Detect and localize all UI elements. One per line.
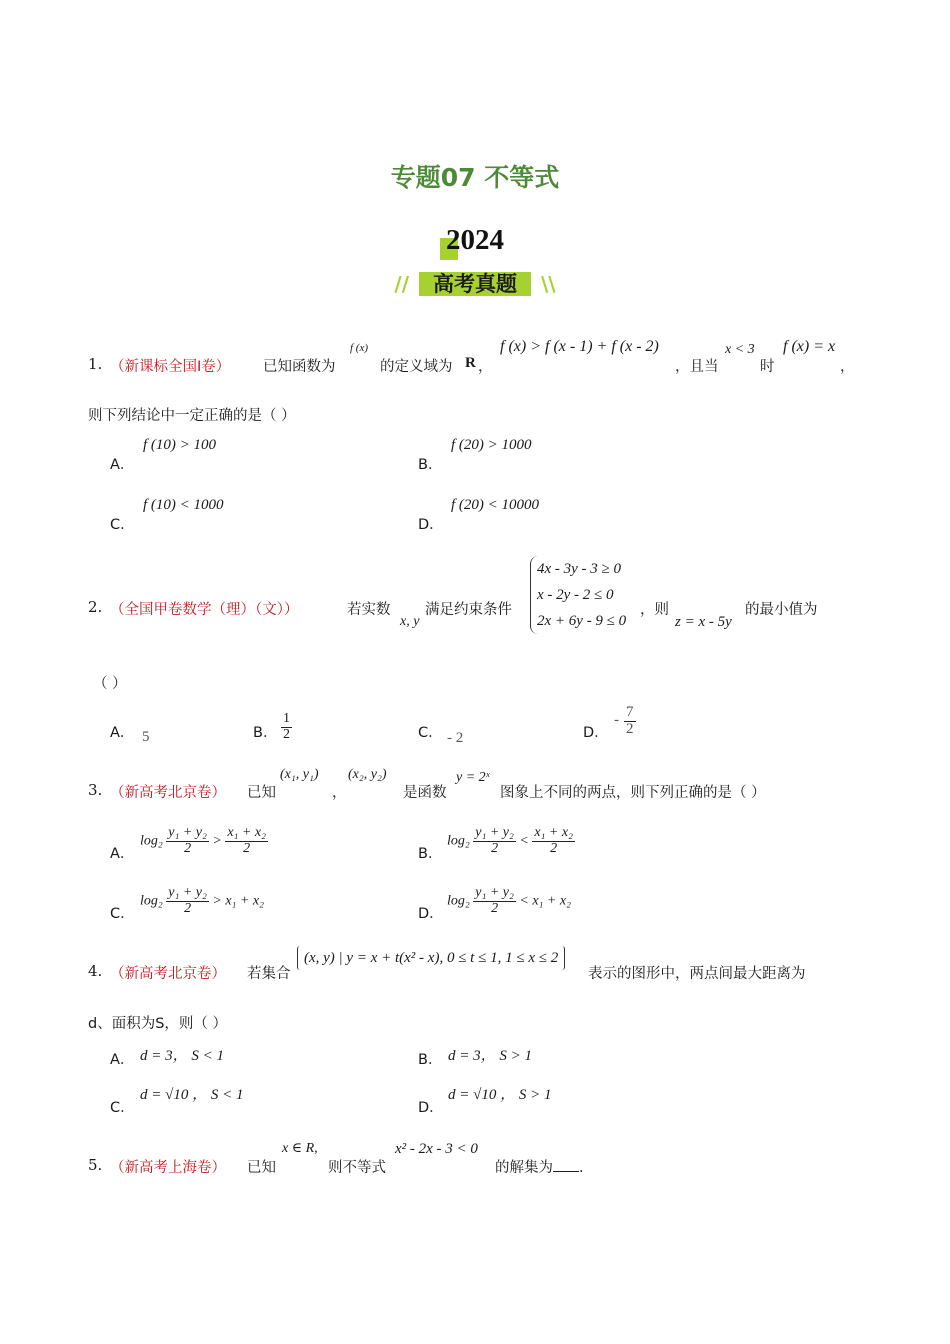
function-expr: y = 2ˣ <box>456 770 490 785</box>
option-c: d = √10 ， S < 1 <box>140 1087 244 1103</box>
option-d: f (20) < 10000 <box>451 497 540 513</box>
question-text: 已知函数为 <box>263 359 336 375</box>
math-expr: x, y <box>400 614 420 629</box>
option-c: - 2 <box>447 730 464 746</box>
point-2: (x₂, y₂) <box>348 767 387 782</box>
fraction-denominator: 2 <box>184 840 192 856</box>
option-d: d = √10 ， S > 1 <box>448 1087 552 1103</box>
set-expr: (x, y) | y = x + t(x² - x), 0 ≤ t ≤ 1, 1 ≤ x ≤ 2 <box>297 946 565 970</box>
option-label-d: D． <box>418 1100 444 1116</box>
math-expr: R <box>465 355 476 371</box>
question-text: 表示的图形中，两点间最大距离为 <box>588 966 806 982</box>
option-label-a: A． <box>110 846 135 862</box>
question-text: ，且当 <box>675 359 719 375</box>
option-label-c: C． <box>110 517 135 533</box>
math-expr: z = x - 5y <box>675 614 732 630</box>
question-text: ， <box>840 359 855 375</box>
question-text: ，则 <box>640 602 669 618</box>
question-text: 的最小值为 <box>745 602 818 618</box>
operator: > <box>212 893 222 909</box>
option-label-d: D． <box>418 517 444 533</box>
constraint-3: 2x + 6y - 9 ≤ 0 <box>537 613 627 629</box>
math-expr: f (x) = x <box>783 338 836 355</box>
option-a <box>140 826 268 856</box>
inequality-expr: x² - 2x - 3 < 0 <box>395 1141 478 1157</box>
option-label-a: A． <box>110 725 135 741</box>
fraction-numerator: x₁ + x₂ <box>534 825 573 840</box>
log-symbol: log₂ <box>140 833 163 849</box>
math-expr: f (x) > f (x - 1) + f (x - 2) <box>500 338 659 355</box>
option-label-d: D． <box>583 725 609 741</box>
question-text: 已知 <box>247 1160 276 1176</box>
question-source: （新高考北京卷） <box>110 785 226 801</box>
answer-paren: （ ） <box>93 676 127 692</box>
option-b <box>281 712 292 742</box>
operator: < <box>519 893 529 909</box>
fraction-denominator: 2 <box>184 900 192 916</box>
fraction-denominator: 2 <box>491 900 499 916</box>
question-text: 则下列结论中一定正确的是（ ） <box>88 408 296 424</box>
fraction-denominator: 2 <box>626 720 634 737</box>
question-text: 若集合 <box>247 966 291 982</box>
option-label-c: C． <box>110 1100 135 1116</box>
fraction-denominator: 2 <box>550 840 558 856</box>
option-d <box>624 705 636 738</box>
question-text-end: . <box>579 1160 584 1176</box>
math-expr: x ∈ R, <box>282 1141 318 1156</box>
sum-expr: x₁ + x₂ <box>225 893 264 909</box>
constraint-1: 4x - 3y - 3 ≥ 0 <box>537 561 622 577</box>
page-title: 专题07 不等式 <box>390 163 560 192</box>
operator: < <box>519 833 529 849</box>
question-number: 4. <box>88 962 103 980</box>
question-source: （全国甲卷数学（理）（文）） <box>110 602 299 618</box>
answer-blank[interactable] <box>553 1171 579 1172</box>
question-text: 的定义域为 <box>380 359 453 375</box>
fraction-denominator: 2 <box>491 840 499 856</box>
operator: > <box>212 833 222 849</box>
fraction-numerator: y₁ + y₂ <box>168 825 207 840</box>
fraction-numerator: y₁ + y₂ <box>475 885 514 900</box>
question-text: 则不等式 <box>328 1160 386 1176</box>
fraction-numerator: y₁ + y₂ <box>475 825 514 840</box>
question-text: 图象上不同的两点，则下列正确的是（ ） <box>500 785 766 801</box>
option-label-b: B． <box>418 846 443 862</box>
question-text: d、面积为S，则（ ） <box>88 1016 228 1032</box>
question-text: 已知 <box>247 785 276 801</box>
log-symbol: log₂ <box>447 893 470 909</box>
constraint-2: x - 2y - 2 ≤ 0 <box>537 587 614 603</box>
option-label-c: C． <box>418 725 443 741</box>
fraction-numerator: 1 <box>283 711 290 726</box>
banner <box>0 268 950 298</box>
fraction-numerator: x₁ + x₂ <box>227 825 266 840</box>
question-text: 满足约束条件 <box>425 602 512 618</box>
option-d-sign: - <box>614 712 619 728</box>
option-b: f (20) > 1000 <box>451 437 532 453</box>
option-label-b: B． <box>418 1052 443 1068</box>
option-label-d: D． <box>418 906 444 922</box>
option-b: d = 3， S > 1 <box>448 1048 532 1064</box>
question-source: （新课标全国Ⅰ卷） <box>110 359 231 375</box>
option-c: f (10) < 1000 <box>143 497 224 513</box>
option-label-a: A． <box>110 457 135 473</box>
option-b <box>447 826 575 856</box>
option-label-c: C． <box>110 906 135 922</box>
log-symbol: log₂ <box>447 833 470 849</box>
option-a: f (10) > 100 <box>143 437 217 453</box>
question-number: 2. <box>88 598 103 616</box>
banner-deco-left: // <box>394 272 409 296</box>
question-source: （新高考上海卷） <box>110 1160 226 1176</box>
question-text-prefix: 的解集为 <box>495 1160 553 1176</box>
constraint-system <box>530 556 626 634</box>
question-text <box>495 1156 584 1177</box>
option-label-b: B． <box>418 457 443 473</box>
math-expr: f (x) <box>350 342 369 354</box>
question-number: 1. <box>88 355 103 373</box>
fraction-denominator: 2 <box>243 840 251 856</box>
year-heading: 2024 <box>446 224 504 256</box>
sum-expr: x₁ + x₂ <box>532 893 571 909</box>
fraction-numerator: 7 <box>626 704 634 720</box>
option-c <box>140 886 264 916</box>
fraction-numerator: y₁ + y₂ <box>168 885 207 900</box>
option-a: d = 3， S < 1 <box>140 1048 224 1064</box>
question-source: （新高考北京卷） <box>110 966 226 982</box>
question-text: ， <box>332 785 347 801</box>
log-symbol: log₂ <box>140 893 163 909</box>
banner-label: 高考真题 <box>419 272 531 296</box>
banner-deco-right: \\ <box>541 272 556 296</box>
question-text: 时 <box>760 359 775 375</box>
option-label-b: B． <box>253 725 278 741</box>
fraction-denominator: 2 <box>283 726 290 742</box>
question-text: ， <box>478 359 493 375</box>
question-text: 是函数 <box>403 785 447 801</box>
option-a: 5 <box>142 729 150 745</box>
math-expr: x < 3 <box>725 342 755 357</box>
option-label-a: A． <box>110 1052 135 1068</box>
question-text: 若实数 <box>347 602 391 618</box>
question-number: 3. <box>88 781 103 799</box>
question-number: 5. <box>88 1156 103 1174</box>
option-d <box>447 886 571 916</box>
point-1: (x₁, y₁) <box>280 767 319 782</box>
